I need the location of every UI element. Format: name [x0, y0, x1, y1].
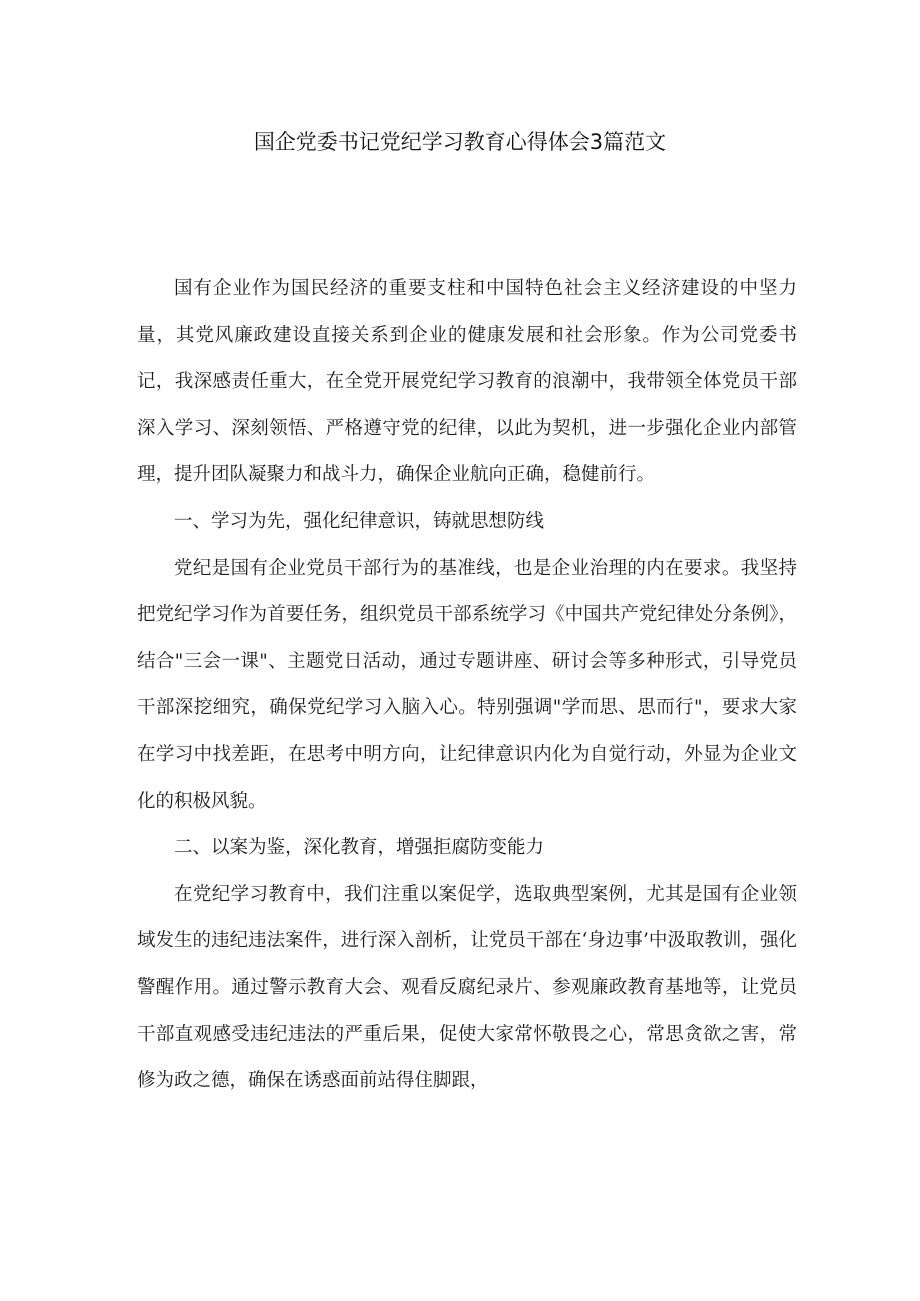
- section-heading-1: 一、学习为先，强化纪律意识，铸就思想防线: [174, 510, 545, 532]
- section-2-paragraph: 在党纪学习教育中，我们注重以案促学，选取典型案例，尤其是国有企业领域发生的违纪违法案件，进行深入剖析，让党员干部在‘身边事’中汲取教训，强化警醒作用。通过警示教育大会、观看反腐纪录片、参观廉政教育基地等，让党员干部直观感受违纪违法的严重后果，促使大家常怀敬畏之心，常思贪欲之害，常修为政之德，确保在诱惑面前站得住脚跟，: [137, 883, 797, 1092]
- intro-paragraph: 国有企业作为国民经济的重要支柱和中国特色社会主义经济建设的中坚力量，其党风廉政建设直接关系到企业的健康发展和社会形象。作为公司党委书记，我深感责任重大，在全党开展党纪学习教育的浪潮中，我带领全体党员干部深入学习、深刻领悟、严格遵守党的纪律，以此为契机，进一步强化企业内部管理，提升团队凝聚力和战斗力，确保企业航向正确，稳健前行。: [137, 278, 797, 486]
- document-body: [137, 266, 797, 1105]
- document-title: 国企党委书记党纪学习教育心得体会3篇范文: [253, 130, 667, 154]
- section-1-paragraph: 党纪是国有企业党员干部行为的基准线，也是企业治理的内在要求。我坚持把党纪学习作为首要任务，组织党员干部系统学习《中国共产党纪律处分条例》，结合"三会一课"、主题党日活动，通过专题讲座、研讨会等多种形式，引导党员干部深挖细究，确保党纪学习入脑入心。特别强调"学而思、思而行"，要求大家在学习中找差距，在思考中明方向，让纪律意识内化为自觉行动，外显为企业文化的积极风貌。: [137, 557, 797, 812]
- section-heading-2: 二、以案为鉴，深化教育，增强拒腐防变能力: [174, 837, 545, 859]
